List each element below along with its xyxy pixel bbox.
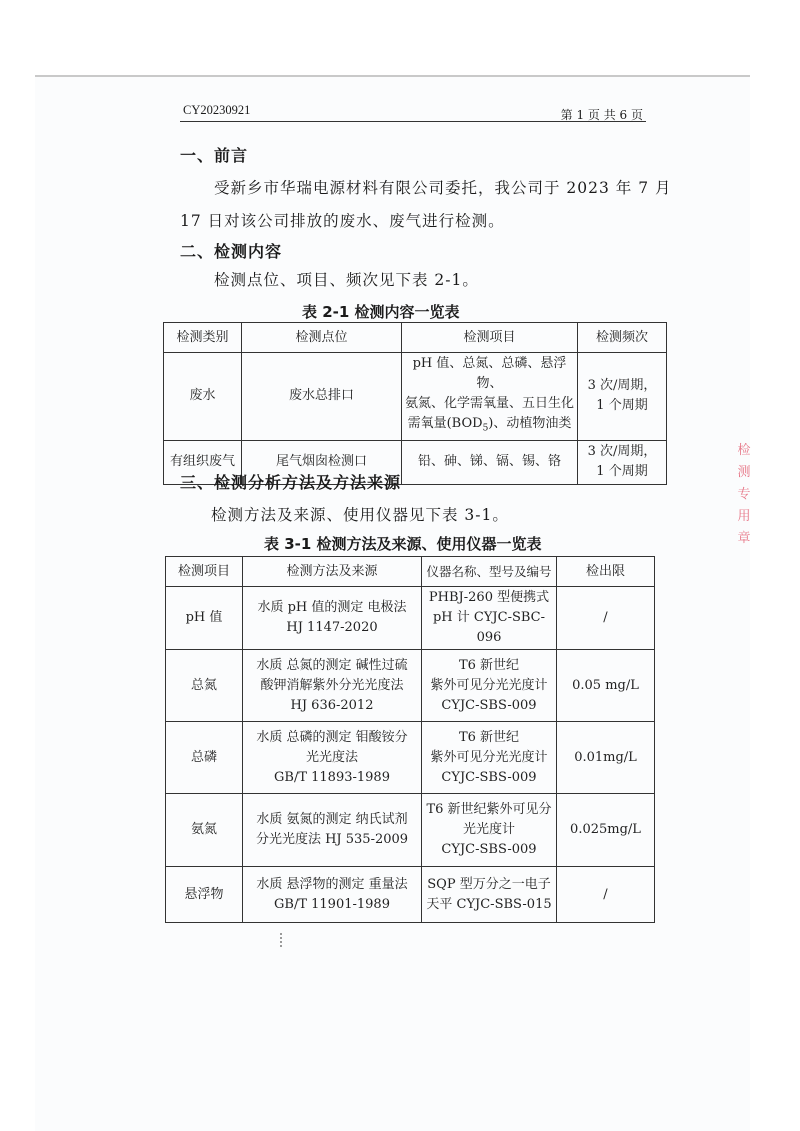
limit-cell: / <box>557 867 655 923</box>
method-line: 水质 总氮的测定 碱性过硫 <box>256 657 408 673</box>
column-header: 检测方法及来源 <box>243 557 422 587</box>
method-cell <box>243 587 422 650</box>
method-line: GB/T 11901-1989 <box>274 896 390 912</box>
item-cell: 悬浮物 <box>166 867 243 923</box>
instrument-cell <box>422 794 557 867</box>
items-line: pH 值、总氮、总磷、悬浮物、 <box>412 356 567 391</box>
category-cell: 废水 <box>164 353 242 441</box>
items-cell <box>402 353 578 441</box>
instrument-line: pH 计 CYJC-SBC-096 <box>432 610 546 645</box>
stamp-char: 用 <box>737 509 751 524</box>
column-header: 检测点位 <box>242 323 402 353</box>
item-cell: pH 值 <box>166 587 243 650</box>
instrument-line: T6 新世纪 <box>458 657 520 673</box>
method-cell <box>243 650 422 722</box>
instrument-line: SQP 型万分之一电子 <box>427 876 551 892</box>
instrument-line: 光光度计 <box>462 822 515 837</box>
stamp-char: 专 <box>737 487 751 502</box>
limit-cell: 0.025mg/L <box>557 794 655 867</box>
instrument-line: 天平 CYJC-SBS-015 <box>426 896 552 912</box>
instrument-line: CYJC-SBS-009 <box>441 842 537 857</box>
table-row <box>166 722 655 794</box>
frequency-line: 1 个周期 <box>596 464 648 480</box>
point-cell: 尾气烟囱检测口 <box>242 440 402 484</box>
document-id: CY20230921 <box>183 103 251 117</box>
table-header-row <box>166 557 655 587</box>
method-line: 酸钾消解紫外分光光度法 <box>260 677 404 693</box>
table-row <box>166 794 655 867</box>
page-header <box>180 103 646 122</box>
instrument-cell <box>422 587 557 650</box>
column-header: 检测项目 <box>166 557 243 587</box>
method-line: 光光度法 <box>305 749 358 765</box>
table-2-1 <box>163 322 667 485</box>
instrument-line: CYJC-SBS-009 <box>441 697 537 713</box>
red-seal-stamp-edge <box>737 440 751 575</box>
instrument-line: CYJC-SBS-009 <box>441 769 537 785</box>
method-line: 分光光度法 HJ 535-2009 <box>255 832 409 847</box>
instrument-line: 紫外可见分光光度计 <box>430 749 548 765</box>
frequency-line: 3 次/周期， <box>587 378 657 394</box>
frequency-line: 1 个周期 <box>596 398 648 414</box>
instrument-line: 紫外可见分光光度计 <box>430 677 548 693</box>
table-header-row <box>164 323 667 353</box>
point-cell: 废水总排口 <box>242 353 402 441</box>
frequency-cell <box>578 440 667 484</box>
method-cell <box>243 794 422 867</box>
method-line: 水质 总磷的测定 钼酸铵分 <box>256 729 408 745</box>
items-cell: 铅、砷、锑、镉、锡、铬 <box>402 440 578 484</box>
table-3-1 <box>165 556 655 923</box>
instrument-cell <box>422 867 557 923</box>
table-3-1-caption: 表 3-1 检测方法及来源、使用仪器一览表 <box>264 535 542 553</box>
method-line: 水质 pH 值的测定 电极法 <box>257 600 407 615</box>
limit-cell: 0.01mg/L <box>557 722 655 794</box>
scan-top-margin <box>0 0 800 76</box>
method-cell <box>243 867 422 923</box>
stamp-char: 测 <box>737 465 751 480</box>
method-line: HJ 1147-2020 <box>286 620 378 635</box>
instrument-cell <box>422 650 557 722</box>
method-line: HJ 636-2012 <box>290 697 374 713</box>
category-cell: 有组织废气 <box>164 440 242 484</box>
stamp-char: 检 <box>737 443 751 458</box>
frequency-line: 3 次/周期， <box>587 444 657 460</box>
section-1-title: 一、前言 <box>180 146 249 165</box>
method-line: 水质 氨氮的测定 纳氏试剂 <box>256 812 408 827</box>
table-row <box>166 587 655 650</box>
item-cell: 总氮 <box>166 650 243 722</box>
column-header: 检测类别 <box>164 323 242 353</box>
items-line: 需氧量$(BOD_5)$、动植物油类 <box>407 416 572 434</box>
stamp-char: 章 <box>737 531 751 546</box>
limit-cell: / <box>557 587 655 650</box>
column-header: 仪器名称、型号及编号 <box>422 557 557 587</box>
column-header: 检测频次 <box>578 323 667 353</box>
table-row <box>166 650 655 722</box>
section-1-paragraph-line-1: 受新乡市华瑞电源材料有限公司委托，我公司于 2023 年 7 月 <box>214 179 672 197</box>
column-header: 检出限 <box>557 557 655 587</box>
item-cell: 氨氮 <box>166 794 243 867</box>
section-1-paragraph-line-2: 17 日对该公司排放的废水、废气进行检测。 <box>180 212 505 230</box>
method-line: 水质 悬浮物的测定 重量法 <box>256 876 408 892</box>
instrument-cell <box>422 722 557 794</box>
items-line: 氨氮、化学需氧量、五日生化 <box>404 396 574 411</box>
page-number: 第 1 页 共 6 页 <box>560 108 643 122</box>
instrument-line: T6 新世纪紫外可见分 <box>426 802 552 817</box>
instrument-line: PHBJ-260 型便携式 <box>428 590 550 605</box>
section-3-title: 三、检测分析方法及方法来源 <box>180 473 402 492</box>
section-2-paragraph: 检测点位、项目、频次见下表 2-1。 <box>214 271 479 289</box>
limit-cell: 0.05 mg/L <box>557 650 655 722</box>
scan-speck <box>280 933 284 947</box>
table-row <box>166 867 655 923</box>
table-2-1-caption: 表 2-1 检测内容一览表 <box>302 303 460 321</box>
method-line: GB/T 11893-1989 <box>274 769 390 785</box>
column-header: 检测项目 <box>402 323 578 353</box>
method-cell <box>243 722 422 794</box>
item-cell: 总磷 <box>166 722 243 794</box>
section-3-paragraph: 检测方法及来源、使用仪器见下表 3-1。 <box>211 506 509 524</box>
table-row <box>164 353 667 441</box>
section-2-title: 二、检测内容 <box>180 242 283 261</box>
frequency-cell <box>578 353 667 441</box>
instrument-line: T6 新世纪 <box>458 729 520 745</box>
